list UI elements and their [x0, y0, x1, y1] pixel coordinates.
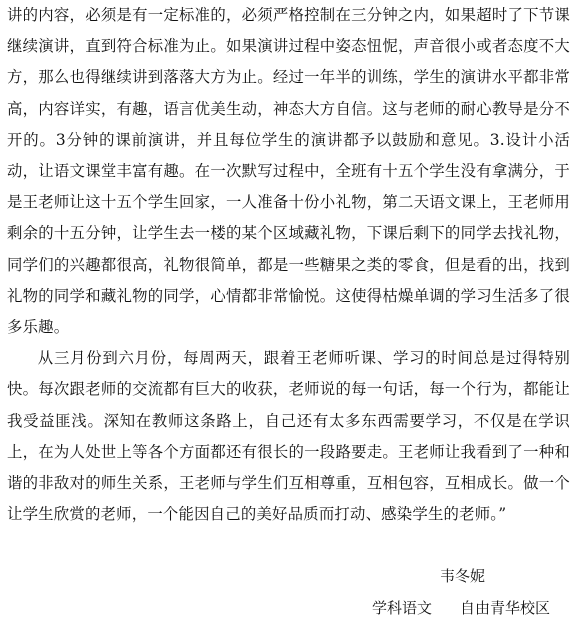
author-department: 学科语文 — [372, 599, 433, 617]
paragraph-reflection: 从三月份到六月份，每周两天，跟着王老师听课、学习的时间总是过得特别快。每次跟老师的交流都有巨大的收获，老师说的每一句话，每一个行为，都能让我受益匪浅。深知在教师这条路上，自己还有太多东西需要学习，不仅是在学识上，在为人处世上等各个方面都还有很长的一段路要走。王老师让我看到了一种和谐的非敌对的师生关系，王老师与学生们互相尊重，互相包容，互相成长。做一个让学生欣赏的老师，一个能因自己的美好品质而打动、感染学生的老师。” — [7, 349, 570, 524]
document-body — [7, 0, 570, 530]
paragraph-continued: 讲的内容，必须是有一定标准的，必须严格控制在三分钟之内，如果超时了下节课继续演讲，直到符合标准为止。如果演讲过程中姿态忸怩，声音很小或者态度不大方，那么也得继续讲到落落大方为止。经过一年半的训练，学生的演讲水平都非常高，内容详实，有趣，语言优美生动，神态大方自信。这与老师的耐心教导是分不开的。3分钟的课前演讲，并且每位学生的演讲都予以鼓励和意见。3.设计小活动，让语文课堂丰富有趣。在一次默写过程中，全班有十五个学生没有拿满分，于是王老师让这十五个学生回家，一人准备十份小礼物，第二天语文课上，王老师用剩余的十五分钟，让学生去一楼的某个区域藏礼物，下课后剩下的同学去找礼物，同学们的兴趣都很高，礼物很简单，都是一些糖果之类的零食，但是看的出，找到礼物的同学和藏礼物的同学，心情都非常愉悦。这使得枯燥单调的学习生活多了很多乐趣。 — [7, 6, 570, 337]
author-name: 韦冬妮 — [440, 567, 486, 585]
author-campus: 自由青华校区 — [460, 599, 551, 617]
